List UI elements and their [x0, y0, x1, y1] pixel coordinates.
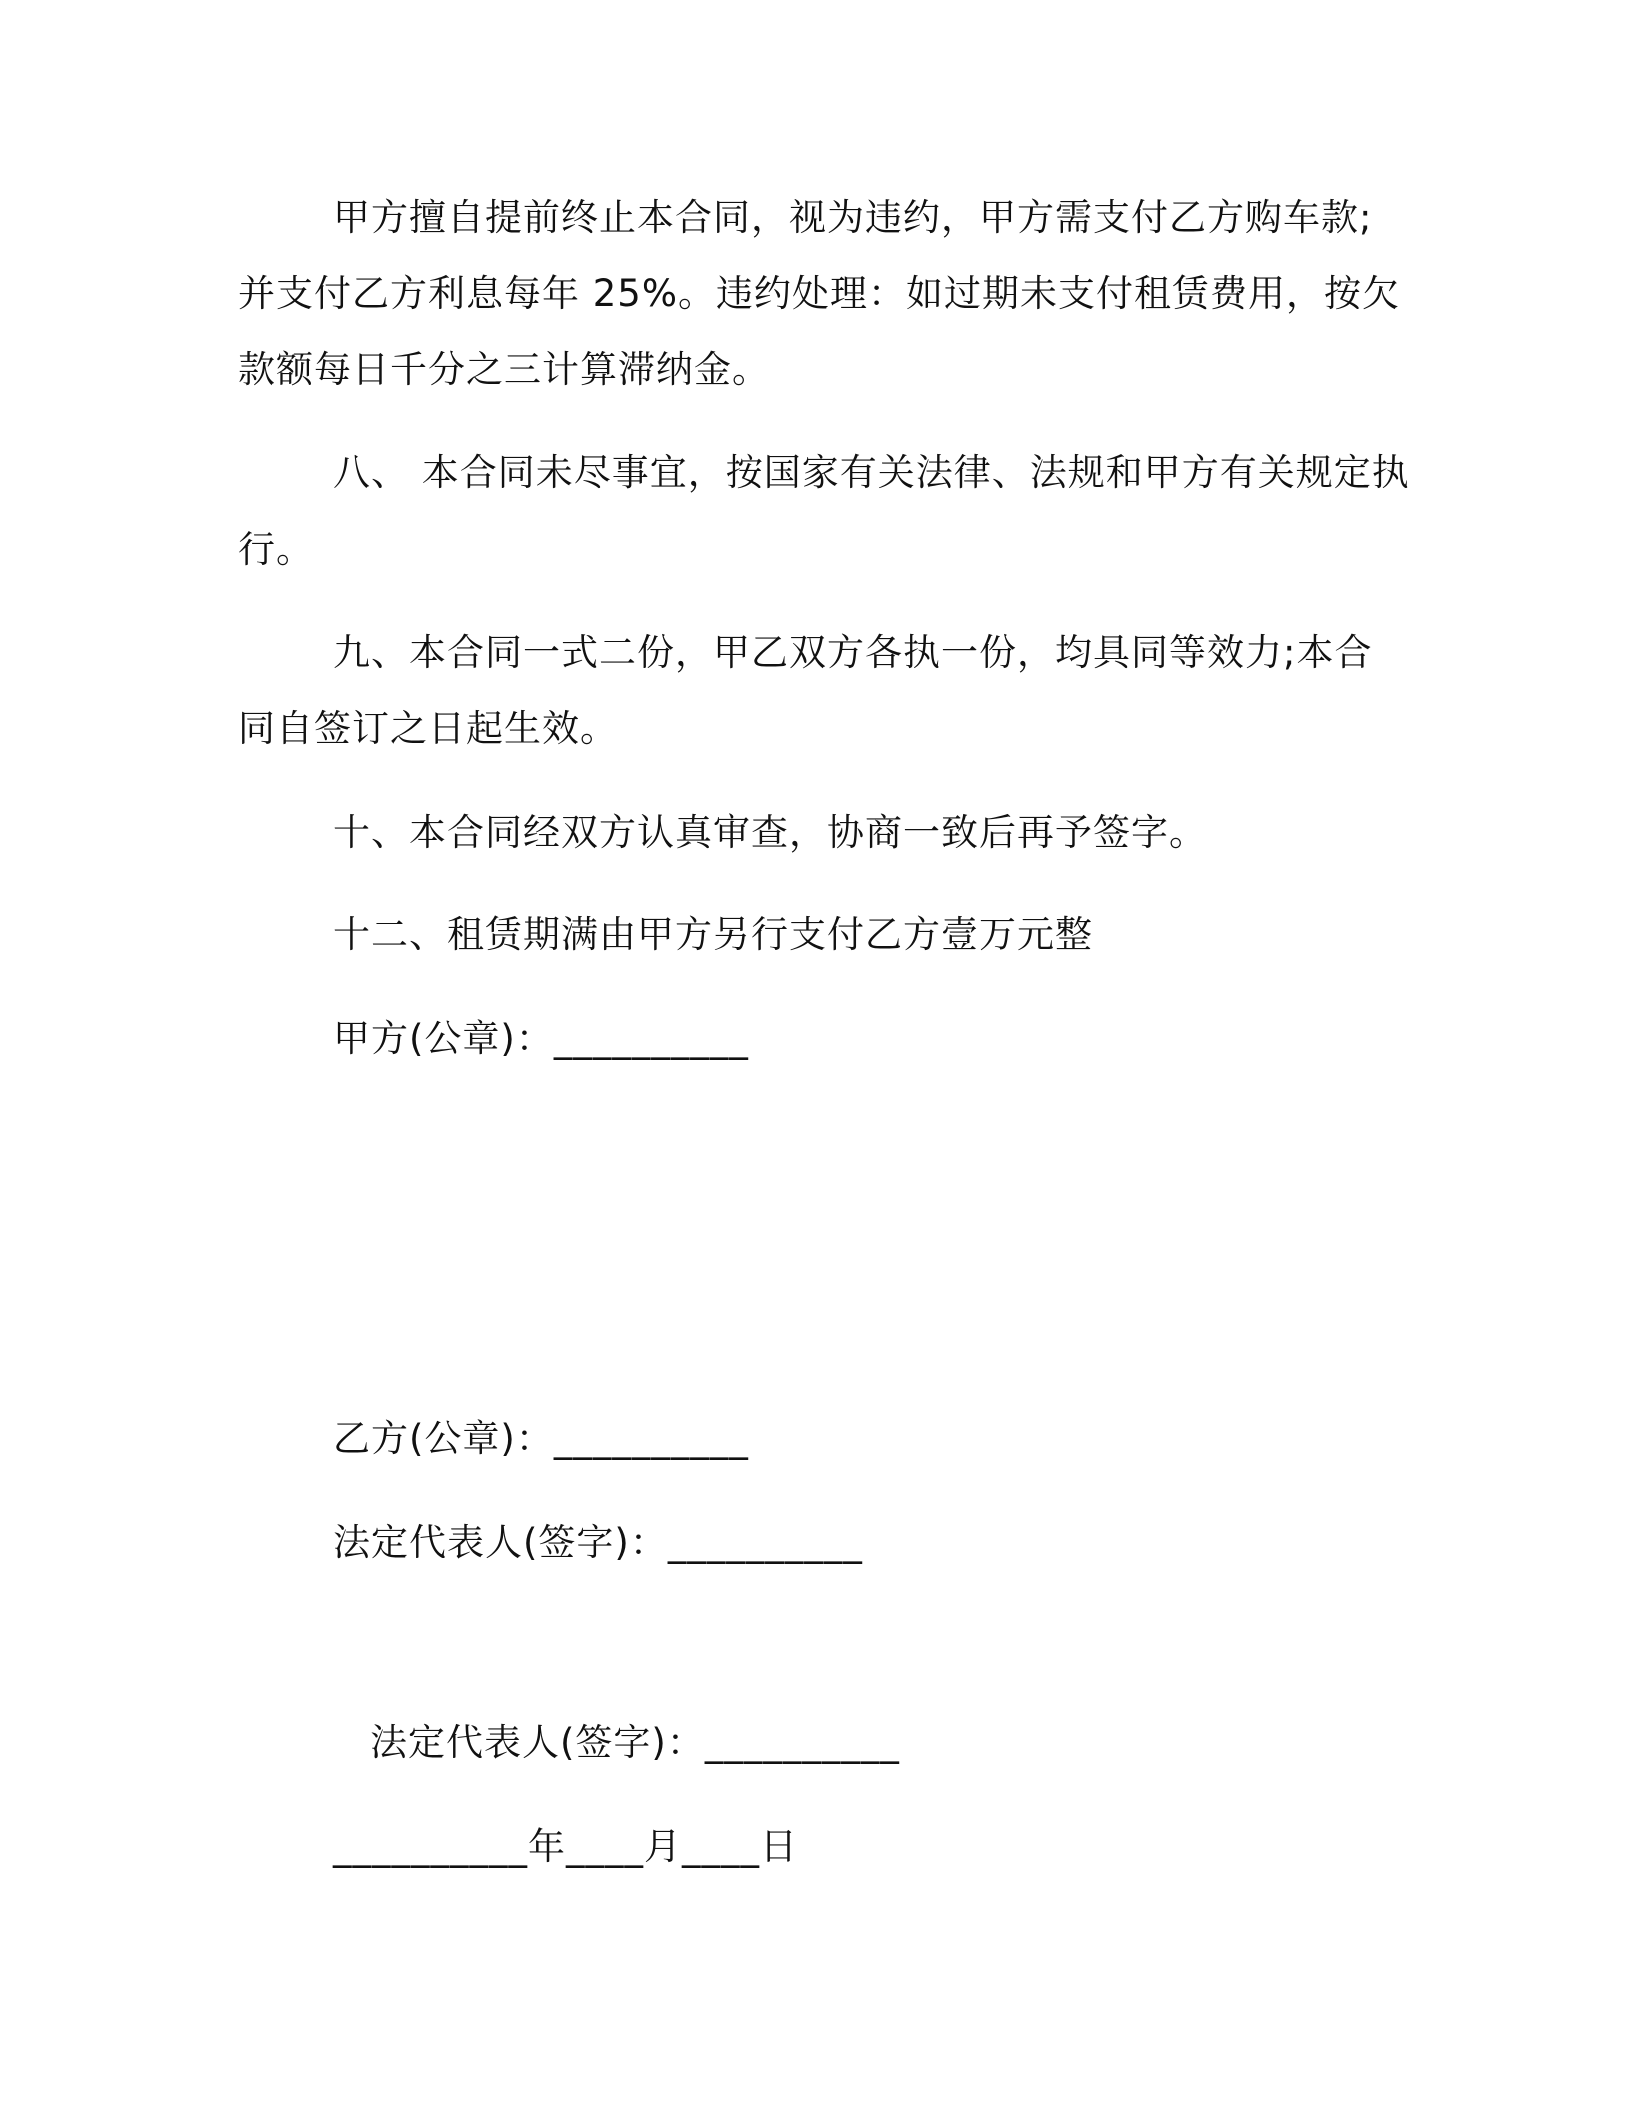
clause-7-line-2: 并支付乙方利息每年 25%。违约处理：如过期未支付租赁费用，按欠 [238, 272, 1400, 315]
legal-rep-signature-line-2: 法定代表人(签字)：__________ [370, 1721, 900, 1764]
clause-9-line-1: 九、本合同一式二份，甲乙双方各执一份，均具同等效力;本合 [333, 631, 1373, 674]
clause-12: 十二、租赁期满由甲方另行支付乙方壹万元整 [333, 913, 1093, 956]
legal-rep-signature-line-1: 法定代表人(签字)：__________ [333, 1521, 863, 1564]
clause-9-line-2: 同自签订之日起生效。 [238, 707, 618, 750]
party-a-seal-line: 甲方(公章)：__________ [333, 1017, 749, 1060]
clause-8-line-1: 八、 本合同未尽事宜，按国家有关法律、法规和甲方有关规定执 [333, 451, 1410, 494]
clause-7-line-3: 款额每日千分之三计算滞纳金。 [238, 348, 770, 391]
clause-7-line-1: 甲方擅自提前终止本合同，视为违约，甲方需支付乙方购车款; [333, 196, 1373, 239]
clause-10: 十、本合同经双方认真审查，协商一致后再予签字。 [333, 811, 1207, 854]
party-b-seal-line: 乙方(公章)：__________ [333, 1417, 749, 1460]
date-line: __________年____月____日 [333, 1825, 798, 1868]
clause-8-line-2: 行。 [238, 528, 314, 571]
